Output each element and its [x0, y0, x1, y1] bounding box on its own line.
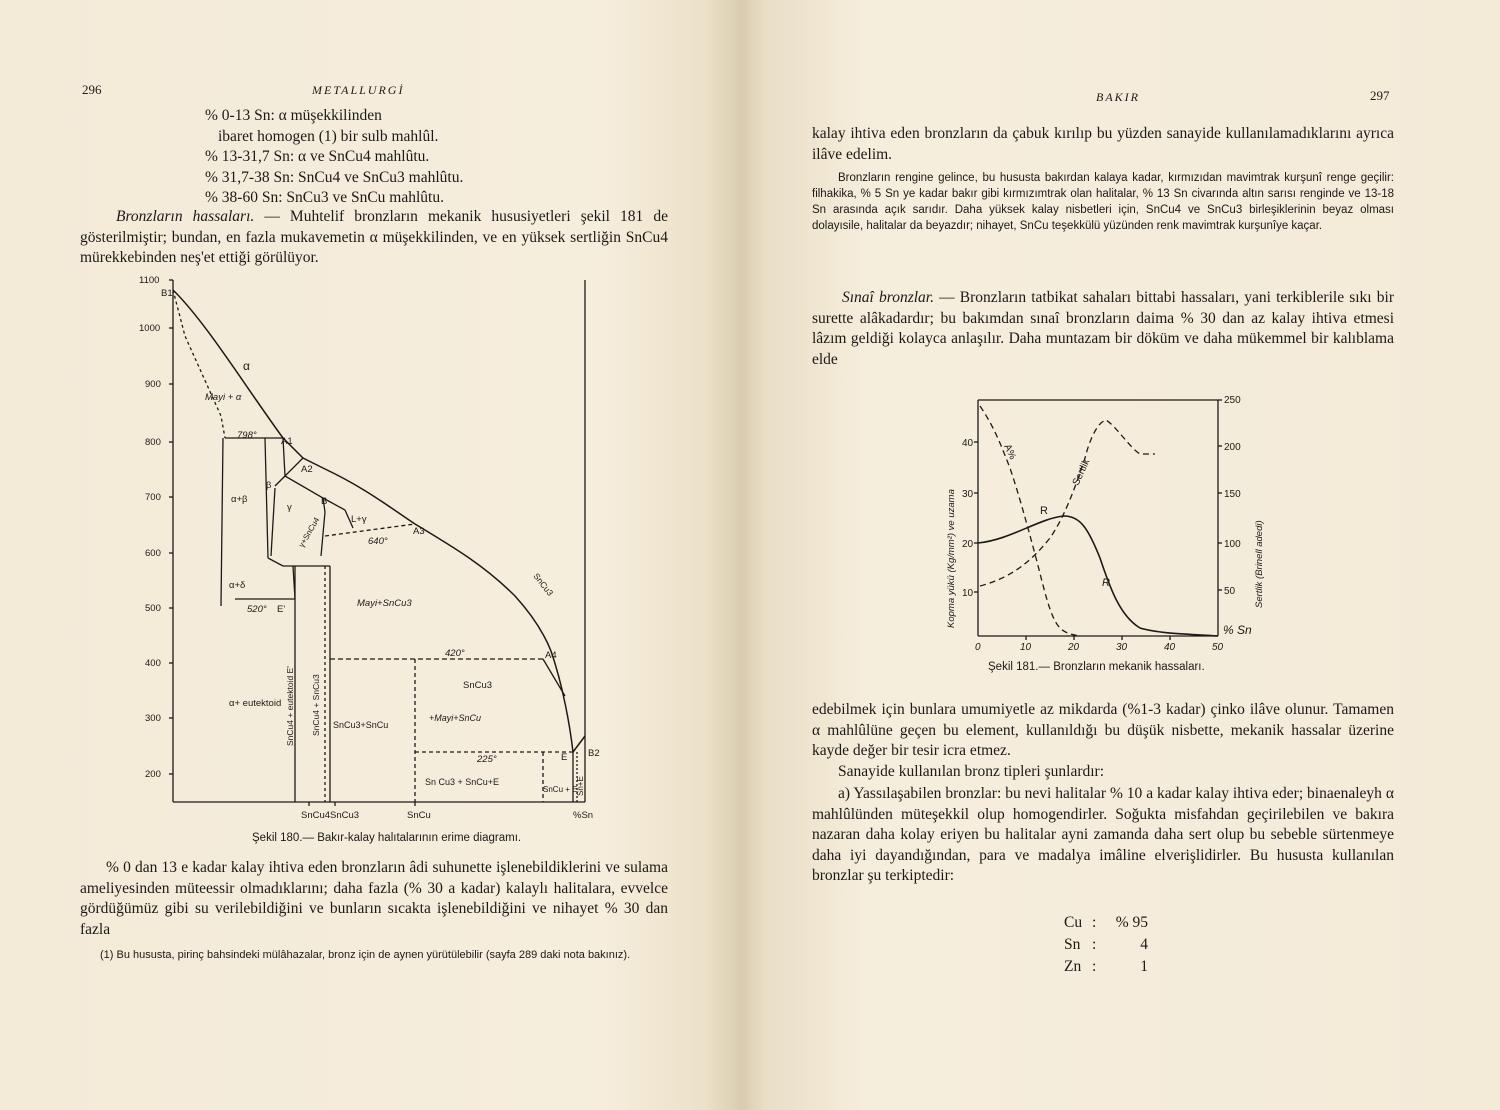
tick-label: 10: [1020, 642, 1032, 653]
footnote: (1) Bu hususta, pirinç bahsindeki mülâhazalar, bronz için de aynen yürütülebilir (sayfa 289 daki nota bakınız).: [100, 949, 631, 961]
composition-table: [1064, 912, 1148, 978]
curve-label: R: [1040, 505, 1048, 517]
tick-label: 800: [145, 437, 161, 448]
region-label: γ+SnCu4: [296, 515, 322, 549]
tick-label: 30: [1116, 642, 1128, 653]
region-label: α+ eutektoid: [229, 698, 282, 709]
paragraph-title: Bronzların hassaları.: [116, 208, 255, 225]
tick-label: 0: [975, 642, 981, 653]
list-item: % 0-13 Sn: α müşekkilinden: [205, 107, 382, 124]
composition-row: [1064, 934, 1148, 956]
list-item: % 38-60 Sn: SnCu3 ve SnCu mahlûtu.: [205, 189, 444, 206]
composition-row: [1064, 912, 1148, 934]
paragraph: % 0 dan 13 e kadar kalay ihtiva eden bronzların âdi suhunette işlenebildiklerini ve sulama ameliyesinden müteessir olmadıklarını; daha fazla (% 30 a kadar) kalaylı halitalara, evvelce gördüğümüz gibi su verilebildiğini ve bunların sıcakta işlenebildiğini ve nihayet % 30 dan fazla: [80, 859, 668, 938]
region-label: α+δ: [229, 580, 246, 591]
temp-label: 640°: [368, 536, 388, 547]
tick-label: 400: [145, 658, 161, 669]
region-label: Sn+E: [576, 776, 585, 796]
tick-label: SnCu4: [301, 810, 331, 821]
region-label: +Mayi+SnCu: [429, 713, 482, 723]
element-value: 4: [1140, 936, 1148, 953]
list-item: % 13-31,7 Sn: α ve SnCu4 mahlûtu.: [205, 148, 430, 165]
list-item: ibaret homogen (1) bir sulb mahlûl.: [218, 127, 439, 145]
region-label: SnCu4 + SnCu3: [311, 674, 321, 736]
point-label: A4: [545, 650, 557, 661]
temp-label: 798°: [237, 430, 257, 441]
running-head: BAKIR: [1096, 90, 1140, 104]
page-number: 296: [82, 82, 102, 97]
phase-diagram: [125, 266, 625, 826]
paragraph: a) Yassılaşabilen bronzlar: bu nevi halitalar % 10 a kadar kalay ihtiva eder; binaenaleyh α mahlûlünden müteşekkil olup homogendirler. Soğukta misfahdan geçirilebilen ve bakıra nazaran daha kolay eriyen bu halitalar ayni zamanda daha sert olup bu sebeble sürtenmeye daha iyi dayandığından, para ve madalya imâline elverişlidirler. Bu hususta kullanılan bronzlar şu terkiptedir:: [812, 785, 1394, 884]
paragraph: edebilmek için bunlara umumiyetle az mikdarda (%1-3 kadar) çinko ilâve olunur. Tamamen α mahlûlüne geçen bu element, kullanıldığı bu düşük nisbette, mekanik hassalar üzerine kayde değer bir tesir icra etmez.: [812, 701, 1394, 759]
paragraph-body: — Muhtelif bronzların mekanik hususiyetleri şekil 181 de gösterilmiştir; bundan, en fazla mukavemetin α müşekkilinden, ve en yüksek sertliğin SnCu4 mürekkebinden neş'et ettiği görülüyor.: [80, 208, 669, 266]
region-label: γ: [287, 502, 292, 513]
paragraph: kalay ihtiva eden bronzların da çabuk kırılıp bu yüzden sanayide kullanılamadıklarını ayrıca ilâve edelim.: [812, 125, 1394, 163]
point-label: B2: [588, 748, 600, 759]
small-paragraph: Bronzların rengine gelince, bu hususta bakırdan kalaya kadar, kırmızıdan mavimtrak kurşunî renge geçilir: filhakika, % 5 Sn ye kadar bakır gibi kırmızımtrak olan halitalar, % 13 Sn civarında altın sarısı renginde ve 13-18 Sn arasında açık sarıdır. Daha yüksek kalay nisbetleri için, SnCu4 ve SnCu3 birleşiklerinin beyaz olması dolayısile, halitalar da beyazdır; nihayet, SnCu teşekkülü yüzünden renk mavimtrak kurşunîye kaçar.: [812, 172, 1394, 232]
right-axis-label: Sertlik (Brinell adedi): [1254, 520, 1265, 608]
element-symbol: Zn: [1064, 958, 1082, 975]
region-label: α+β: [231, 494, 248, 505]
element-value: % 95: [1115, 914, 1148, 931]
region-label: L+γ: [351, 514, 367, 525]
tick-label: %Sn: [573, 810, 594, 821]
paragraph: Sanayide kullanılan bronz tipleri şunlardır:: [838, 763, 1105, 780]
separator: :: [1092, 958, 1097, 975]
composition-list: [205, 106, 605, 209]
region-label: Mayi + α: [205, 392, 242, 403]
temp-label: 420°: [445, 648, 465, 659]
separator: :: [1092, 936, 1097, 953]
temp-label: 520°: [247, 604, 267, 615]
point-label: E: [561, 752, 568, 763]
tick-label: 500: [145, 603, 161, 614]
paragraph: [80, 207, 668, 269]
tick-label: 900: [145, 379, 161, 390]
tick-label: 150: [1224, 489, 1241, 500]
tick-label: 700: [145, 492, 161, 503]
tick-label: 600: [145, 548, 161, 559]
element-value: 1: [1140, 958, 1148, 975]
tick-label: 200: [1224, 442, 1241, 453]
region-label: β: [266, 480, 272, 491]
tick-label: 50: [1224, 586, 1236, 597]
tick-label: 10: [962, 588, 974, 599]
tick-label: 20: [962, 539, 974, 550]
element-symbol: Cu: [1064, 914, 1083, 931]
point-label: E': [277, 604, 286, 615]
tick-label: 100: [1224, 539, 1241, 550]
point-label: A1: [281, 436, 293, 447]
tick-label: 250: [1224, 395, 1241, 406]
region-label: Sn Cu3 + SnCu+E: [425, 777, 500, 787]
tick-label: 40: [962, 438, 974, 449]
tick-label: SnCu: [407, 810, 431, 821]
region-label: SnCu3+SnCu: [333, 720, 389, 730]
curve-label: A%: [1001, 442, 1018, 462]
tick-label: 1000: [139, 323, 161, 334]
tick-label: 200: [145, 769, 161, 780]
list-item: % 31,7-38 Sn: SnCu4 ve SnCu3 mahlûtu.: [205, 168, 464, 186]
tick-label: 30: [962, 489, 974, 500]
separator: :: [1092, 914, 1097, 931]
paragraph-title: Sınaî bronzlar.: [842, 289, 934, 306]
region-label: SnCu + E: [543, 785, 578, 794]
point-label: B1: [161, 288, 173, 299]
composition-row: [1064, 956, 1148, 978]
figure-caption: Şekil 181.— Bronzların mekanik hassaları.: [988, 661, 1205, 673]
point-label: A3: [413, 526, 425, 537]
region-label: SnCu3: [463, 680, 493, 691]
x-unit-label: % Sn: [1223, 623, 1252, 637]
paragraph-body: — Bronzların tatbikat sahaları bittabi hassaları, yani terkiblerile sıkı bir surette alâkadardır; bu bakımdan sınaî bronzların daima % 30 dan az kalay ihtiva etmesi lâzım geldiği kolayca anlaşılır. Daha muntazam bir döküm ve daha mükemmel bir kalıblama elde: [812, 289, 1394, 368]
tick-label: 40: [1164, 642, 1176, 653]
tick-label: 1100: [139, 275, 160, 286]
tick-label: 300: [145, 713, 161, 724]
running-head: METALLURGİ: [312, 83, 405, 97]
curve-label: R: [1102, 577, 1110, 589]
region-label: α: [243, 359, 250, 373]
element-symbol: Sn: [1064, 936, 1081, 953]
point-label: B: [321, 496, 328, 507]
temp-label: 225°: [477, 754, 497, 765]
curve-label: Sertlik: [1070, 457, 1093, 488]
tick-label: 50: [1212, 642, 1224, 653]
region-label: Mayi+SnCu3: [357, 598, 412, 609]
region-label: SnCu3: [531, 571, 556, 598]
tick-label: SnCu3: [330, 810, 360, 821]
page-number: 297: [1370, 88, 1390, 103]
mechanical-properties-chart: [940, 388, 1280, 656]
left-axis-label: Kopma yükü (Kg/mm²) ve uzama: [946, 489, 957, 628]
left-page: [0, 0, 740, 1110]
figure-caption: Şekil 180.— Bakır-kalay halıtalarının erime diagramı.: [252, 832, 522, 844]
right-page: [760, 0, 1500, 1110]
point-label: A2: [301, 464, 313, 475]
paragraph: [812, 288, 1394, 370]
tick-label: 20: [1068, 642, 1080, 653]
region-label: SnCu4 + eutektoid E': [285, 666, 295, 746]
